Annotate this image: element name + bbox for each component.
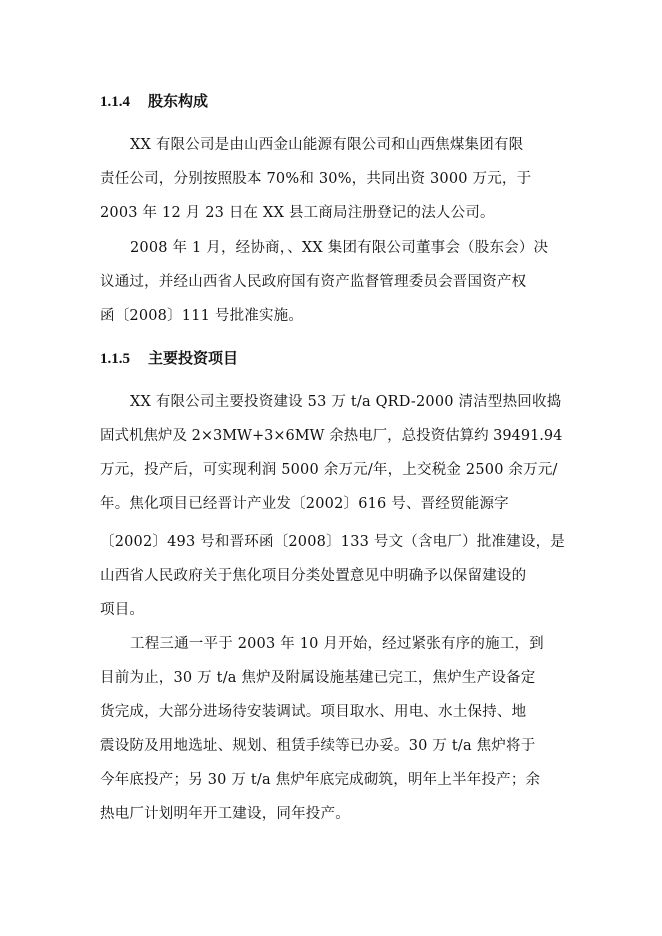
section-heading-shareholders: [100, 90, 208, 111]
paragraph-line: 万元，投产后，可实现利润 5000 余万元/年，上交税金 2500 余万元/: [100, 462, 558, 478]
paragraph-line: 项目。: [100, 602, 145, 618]
paragraph-line: 热电厂计划明年开工建设，同年投产。: [100, 806, 350, 822]
paragraph-line: 震设防及用地选址、规划、租赁手续等已办妥。30 万 t/a 焦炉将于: [100, 738, 536, 754]
section-title: 主要投资项目: [148, 349, 239, 367]
paragraph-line: 目前为止，30 万 t/a 焦炉及附属设施基建已完工，焦炉生产设备定: [100, 670, 536, 686]
paragraph-line: 固式机焦炉及 2×3MW+3×6MW 余热电厂，总投资估算约 39491.94: [100, 428, 563, 444]
section-heading-investment: [100, 347, 238, 368]
paragraph-line: XX 有限公司主要投资建设 53 万 t/a QRD-2000 清洁型热回收捣: [130, 394, 562, 410]
section-number: 1.1.5: [100, 351, 130, 367]
paragraph-line: 货完成，大部分进场待安装调试。项目取水、用电、水土保持、地: [100, 704, 527, 720]
paragraph-line: 责任公司，分别按照股本 70%和 30%，共同出资 3000 万元，于: [100, 171, 532, 187]
paragraph-line: 2003 年 12 月 23 日在 XX 县工商局注册登记的法人公司。: [100, 205, 495, 221]
paragraph-line: 年。焦化项目已经晋计产业发〔2002〕616 号、晋经贸能源字: [100, 496, 509, 512]
section-number: 1.1.4: [100, 94, 130, 110]
paragraph-line: 今年底投产；另 30 万 t/a 焦炉年底完成砌筑，明年上半年投产；余: [100, 772, 541, 788]
paragraph-line: 2008 年 1 月，经协商，、XX 集团有限公司董事会（股东会）决: [130, 240, 549, 256]
paragraph-line: 议通过，并经山西省人民政府国有资产监督管理委员会晋国资产权: [100, 274, 527, 290]
section-title: 股东构成: [148, 92, 209, 110]
paragraph-line: XX 有限公司是由山西金山能源有限公司和山西焦煤集团有限: [130, 137, 524, 153]
paragraph-line: 工程三通一平于 2003 年 10 月开始，经过紧张有序的施工，到: [130, 636, 544, 652]
paragraph-line: 山西省人民政府关于焦化项目分类处置意见中明确予以保留建设的: [100, 568, 527, 584]
paragraph-line: 函〔2008〕111 号批准实施。: [100, 308, 304, 324]
paragraph-line: 〔2002〕493 号和晋环函〔2008〕133 号文（含电厂）批准建设，是: [100, 534, 565, 550]
